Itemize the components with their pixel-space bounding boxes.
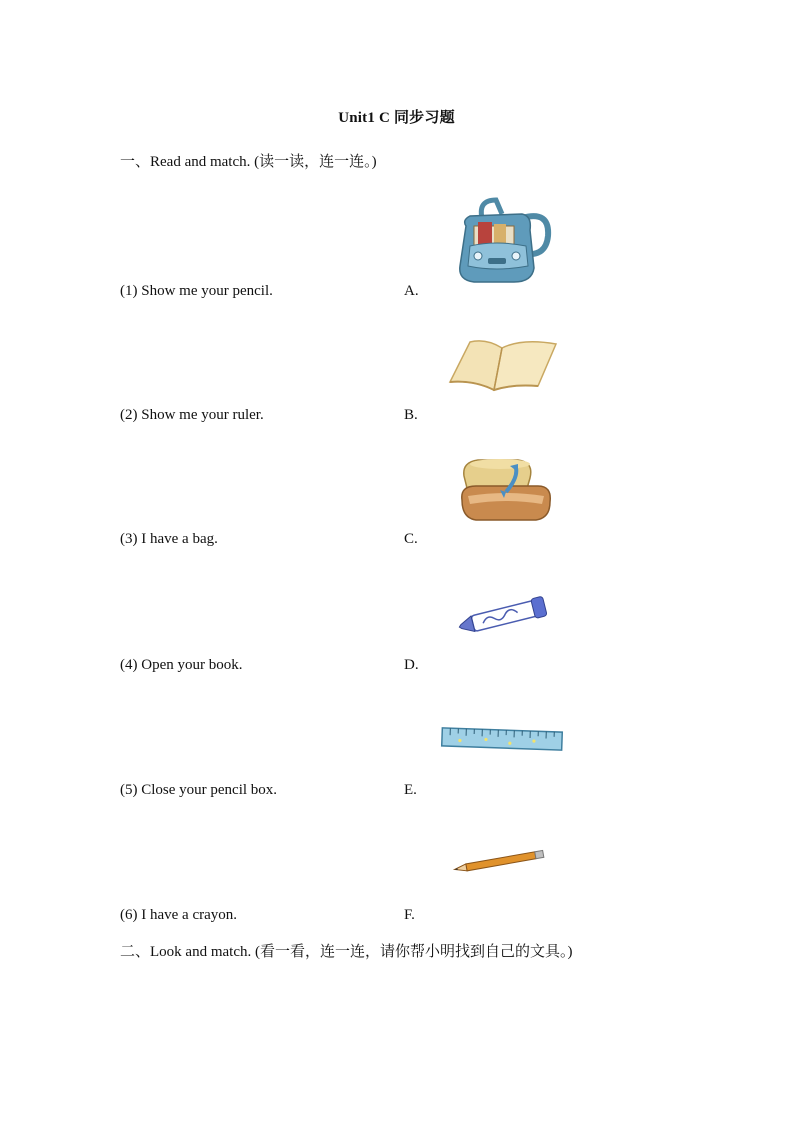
- open-book-icon: [446, 336, 560, 396]
- option-e-label: E.: [404, 782, 417, 798]
- section-2-heading: 二、Look and match. (看一看，连一连，请你帮小明找到自己的文具。): [120, 944, 573, 960]
- pencil-box-icon: [456, 456, 556, 526]
- option-f-label: F.: [404, 907, 415, 923]
- option-d-label: D.: [404, 657, 419, 673]
- pencil-icon: [452, 848, 548, 876]
- option-c-label: C.: [404, 531, 418, 547]
- option-a-label: A.: [404, 283, 419, 299]
- ruler-icon: [440, 724, 564, 754]
- crayon-icon: [454, 596, 554, 636]
- question-5: (5) Close your pencil box.: [120, 782, 278, 798]
- section-1-heading: 一、Read and match. (读一读，连一连。): [120, 154, 377, 170]
- question-2: (2) Show me your ruler.: [120, 407, 264, 423]
- option-b-label: B.: [404, 407, 418, 423]
- question-6: (6) I have a crayon.: [120, 907, 238, 923]
- schoolbag-icon: [452, 196, 556, 288]
- page-title: Unit1 C 同步习题: [338, 110, 455, 126]
- question-1: (1) Show me your pencil.: [120, 283, 273, 299]
- question-3: (3) I have a bag.: [120, 531, 218, 547]
- question-4: (4) Open your book.: [120, 657, 243, 673]
